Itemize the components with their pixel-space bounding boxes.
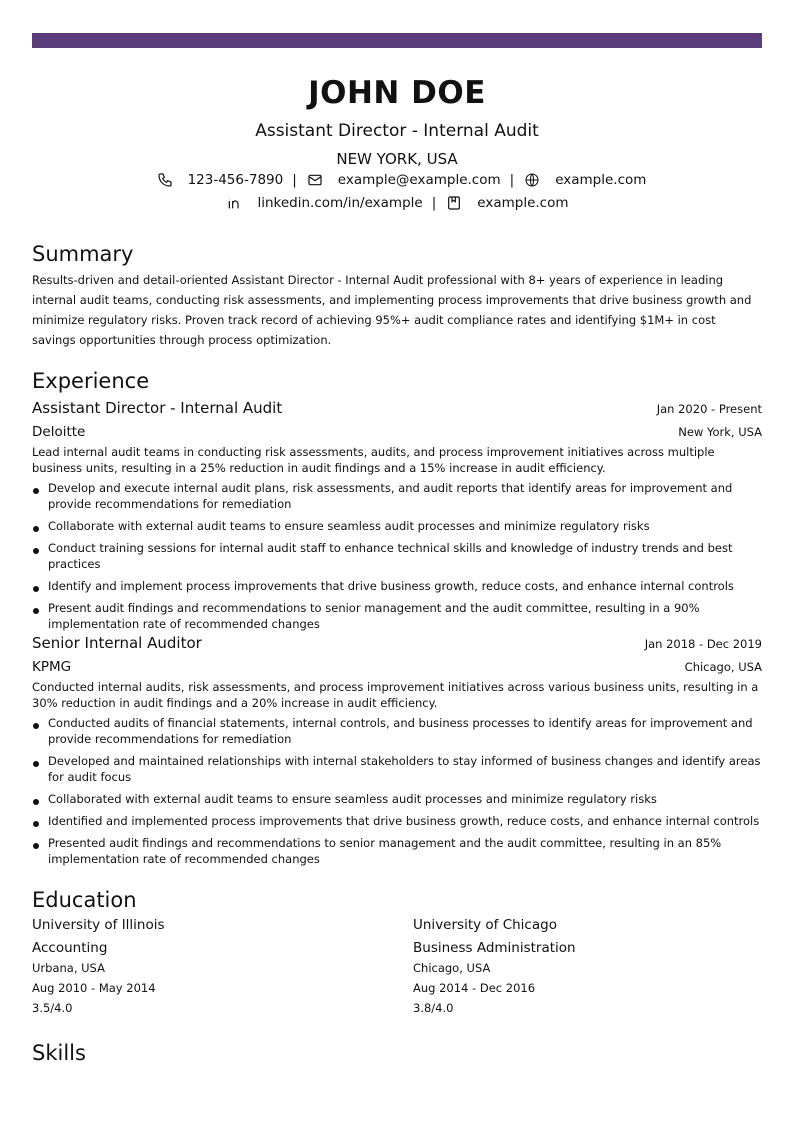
job-company: KPMG	[32, 659, 72, 675]
job-role: Assistant Director - Internal Audit	[32, 399, 283, 417]
separator: |	[509, 172, 515, 188]
contact-row-secondary	[32, 194, 762, 212]
edu-school: University of Chicago	[413, 917, 557, 933]
list-item: Collaborate with external audit teams to ensure seamless audit processes and minimize regulatory risks	[32, 518, 762, 534]
list-item: Present audit findings and recommendations to senior management and the audit committee, resulting in a 90% implementation rate of recommended changes	[32, 600, 762, 632]
separator: |	[292, 172, 297, 188]
job-location: Chicago, USA	[684, 660, 762, 674]
edu-gpa: 3.8/4.0	[413, 1001, 454, 1015]
job-location: New York, USA	[678, 425, 762, 439]
list-item: Conduct training sessions for internal audit staff to enhance technical skills and knowledge of industry trends and best practices	[32, 540, 762, 572]
summary-text: Results-driven and detail-oriented Assistant Director - Internal Audit professional with 8+ years of experience in leading internal audit teams, conducting risk assessments, and implementing process improvements that drive business growth and minimize regulatory risks. Proven track record of achieving 95%+ audit compliance rates and identifying $1M+ in cost savings opportunities through process optimization.	[32, 273, 752, 347]
separator: |	[431, 195, 437, 211]
experience-item	[32, 633, 762, 873]
candidate-name: JOHN DOE	[308, 75, 486, 111]
list-item: Conducted audits of financial statements, internal controls, and business processes to identify areas for improvement and provide recommendations for remediation	[32, 715, 762, 747]
edu-location: Urbana, USA	[32, 961, 105, 975]
job-dates: Jan 2018 - Dec 2019	[644, 637, 762, 651]
job-description: Conducted internal audits, risk assessments, and process improvement initiatives across various business units, resulting in a 30% reduction in audit findings and a 20% increase in audit efficiency.	[32, 680, 759, 710]
list-item: Presented audit findings and recommendations to senior management and the audit committee, resulting in an 85% implementation rate of recommended changes	[32, 835, 762, 867]
job-bullets	[32, 715, 762, 867]
edu-location: Chicago, USA	[413, 961, 491, 975]
contact-row-primary	[32, 171, 762, 189]
edu-school: University of Illinois	[32, 917, 165, 933]
portfolio-link[interactable]: example.com	[477, 195, 569, 211]
job-dates: Jan 2020 - Present	[656, 402, 762, 416]
list-item: Develop and execute internal audit plans, risk assessments, and audit reports that identify areas for improvement and provide recommendations for remediation	[32, 480, 762, 512]
list-item: Developed and maintained relationships with internal stakeholders to stay informed of business changes and identify areas for audit focus	[32, 753, 762, 785]
job-description: Lead internal audit teams in conducting risk assessments, audits, and process improvement initiatives across multiple business units, resulting in a 25% reduction in audit findings and a 15% increase in audit efficiency.	[32, 445, 715, 475]
list-item: Identified and implemented process improvements that drive business growth, reduce costs, and enhance internal controls	[32, 813, 762, 829]
edu-dates: Aug 2010 - May 2014	[32, 981, 156, 995]
phone-icon	[156, 171, 174, 189]
section-title-skills: Skills	[32, 1041, 86, 1065]
edu-gpa: 3.5/4.0	[32, 1001, 73, 1015]
experience-item	[32, 398, 762, 638]
section-title-education: Education	[32, 888, 137, 912]
section-title-summary: Summary	[32, 242, 134, 266]
linkedin-icon	[225, 194, 243, 212]
job-company: Deloitte	[32, 424, 86, 440]
list-item: Collaborated with external audit teams to ensure seamless audit processes and minimize regulatory risks	[32, 791, 762, 807]
candidate-title: Assistant Director - Internal Audit	[255, 121, 539, 141]
website-link[interactable]: example.com	[555, 172, 647, 188]
edu-degree: Accounting	[32, 940, 108, 956]
resume-header	[32, 73, 762, 212]
linkedin-link[interactable]: linkedin.com/in/example	[257, 195, 423, 211]
portfolio-icon	[445, 194, 463, 212]
job-role: Senior Internal Auditor	[32, 634, 202, 652]
email-link[interactable]: example@example.com	[337, 172, 501, 188]
edu-dates: Aug 2014 - Dec 2016	[413, 981, 536, 995]
globe-icon	[523, 171, 541, 189]
mail-icon	[306, 171, 324, 189]
list-item: Identify and implement process improvements that drive business growth, reduce costs, and enhance internal controls	[32, 578, 762, 594]
accent-bar	[32, 33, 762, 48]
education-item	[32, 915, 392, 1018]
candidate-location: NEW YORK, USA	[336, 150, 458, 168]
job-bullets	[32, 480, 762, 632]
edu-degree: Business Administration	[413, 940, 576, 956]
phone-link[interactable]: 123-456-7890	[187, 172, 284, 188]
section-title-experience: Experience	[32, 369, 150, 393]
education-item	[413, 915, 773, 1018]
